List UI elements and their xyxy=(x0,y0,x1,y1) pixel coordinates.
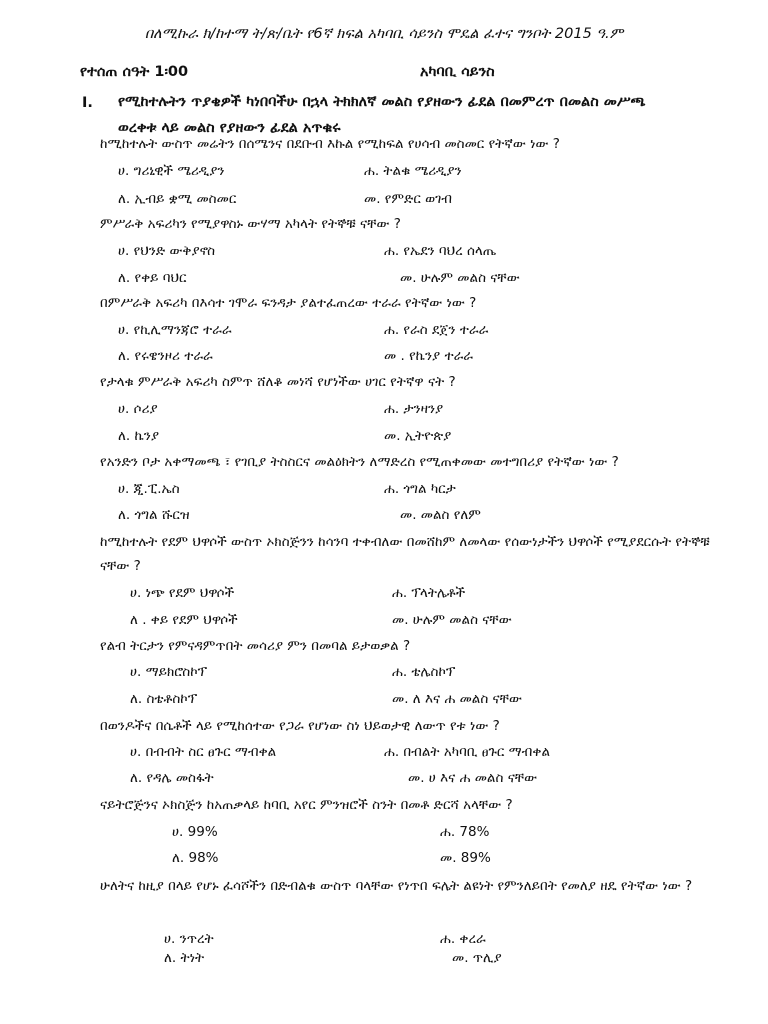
q8-option-b: ለ. የዳሌ መስፋት xyxy=(130,770,214,786)
q7-option-b: ለ. ስቴቶስኮፕ xyxy=(130,691,198,707)
q2-option-d: መ. ሁሉም መልስ ናቸው xyxy=(400,270,520,286)
time-allowed: የተሰጠ ሰዓት 1፡00 xyxy=(80,64,189,80)
question-5: የአንድን ቦታ አቀማመጫ ፣ የገቢያ ትስስርና መልዕክትን ለማድረስ የሚጠቀመው መተግበሪያ የትኛው ነው ? xyxy=(100,454,619,470)
question-3: በምሥራቅ አፍሪካ በእሳተ ገሞራ ፍንዳታ ያልተፈጠረው ተራራ የትኛው ነው ? xyxy=(100,295,477,311)
q9-option-a: ሀ. 99% xyxy=(172,824,218,840)
q10-option-c: ሐ. ቀረራ xyxy=(440,931,486,947)
q8-option-c: ሐ. በብልት አካባቢ ፀጉር ማብቀል xyxy=(384,744,551,760)
q10-option-a: ሀ. ንጥረት xyxy=(164,931,214,947)
question-8: በወንዶችና በሴቶች ላይ የሚከሰተው የጋራ የሆነው ስነ ህይወታዊ ለውጥ የቱ ነው ? xyxy=(100,718,500,734)
q1-option-b: ለ. ኢብይ ቋሚ መስመር xyxy=(118,191,237,207)
question-2: ምሥራቅ አፍሪካን የሚያዋስኑ ውሃማ አካላት የትኞቹ ናቸው ? xyxy=(100,216,401,232)
q6-option-c: ሐ. ፕላትሌቶች xyxy=(392,585,466,601)
exam-header: በለሚኩራ ክ/ከተማ ት/ጽ/ቤት የ6ኛ ክፍል አካባቢ ሳይንስ ሞዴል ፈተና ግንቦት 2015 ዓ.ም xyxy=(144,26,624,42)
q4-option-b: ለ. ኬንያ xyxy=(118,428,160,444)
q7-option-a: ሀ. ማይክሮስኮፕ xyxy=(130,664,208,680)
q4-option-c: ሐ. ታንዛንያ xyxy=(384,401,444,417)
q10-option-d: መ. ጥሊያ xyxy=(452,950,502,966)
q4-option-a: ሀ. ሶሪያ xyxy=(118,401,158,417)
q7-option-d: መ. ለ እና ሐ መልስ ናቸው xyxy=(392,691,522,707)
q9-option-c: ሐ. 78% xyxy=(440,824,490,840)
q1-option-d: መ. የምድር ወገብ xyxy=(364,191,453,207)
q3-option-a: ሀ. የኪሊማንጃሮ ተራራ xyxy=(118,322,232,338)
q2-option-a: ሀ. የህንድ ውቅያኖስ xyxy=(118,243,216,259)
q5-option-d: መ. መልስ የለም xyxy=(400,507,481,523)
q10-option-b: ለ. ትነት xyxy=(164,950,205,966)
q2-option-c: ሐ. የኤደን ባህረ ሰላጤ xyxy=(384,243,497,259)
q5-option-a: ሀ. ጂ.ፒ.ኤስ xyxy=(118,481,180,497)
question-7: የልብ ትርታን የምናዳምጥበት መሳሪያ ምን በመባል ይታወቃል ? xyxy=(100,638,411,654)
q5-option-c: ሐ. ጎግል ካርታ xyxy=(384,481,456,497)
section-numeral: I. xyxy=(82,95,93,111)
q6-option-d: መ. ሁሉም መልስ ናቸው xyxy=(392,612,512,628)
q7-option-c: ሐ. ቴሌስኮፕ xyxy=(392,664,456,680)
q3-option-b: ለ. የሩዌንዞሪ ተራራ xyxy=(118,348,213,364)
question-10: ሁለትና ከዚያ በላይ የሆኑ ፈሳሾችን በድብልቁ ውስጥ ባላቸው የነጥበ ፍሌት ልዩነት የምንለይበት የመለያ ዘዴ የትኛው ነው ? xyxy=(100,878,693,894)
q8-option-d: መ. ሀ እና ሐ መልስ ናቸው xyxy=(408,770,538,786)
q8-option-a: ሀ. በብብት ስር ፀጉር ማብቀል xyxy=(130,744,277,760)
subject-title: አካባቢ ሳይንስ xyxy=(420,64,495,80)
instruction-line-1: የሚከተሉትን ጥያቄዎች ካነበባችሁ በኋላ ትክክለኛ መልስ የያዘውን ፊደል በመምረጥ በመልስ መሥጫ xyxy=(118,94,646,110)
q4-option-d: መ. ኢትዮጵያ xyxy=(384,428,452,444)
q1-option-c: ሐ. ትልቁ ሜሪዲያን xyxy=(364,163,462,179)
q9-option-d: መ. 89% xyxy=(440,850,491,866)
question-6: ከሚከተሉት የደም ህዋሶች ውስጥ ኦክስጅንን ከሳንባ ተቀብለው በመሸከም ለመላው የሰውነታችን ህዋሶች የሚያደርሱት የትኞቹ ናቸው ? xyxy=(100,534,710,574)
q2-option-b: ለ. የቀይ ባህር xyxy=(118,270,187,286)
q5-option-b: ለ. ጎግል ሹርዝ xyxy=(118,507,190,523)
q3-option-c: ሐ. የራስ ደጀን ተራራ xyxy=(384,322,489,338)
q3-option-d: መ . የኬንያ ተራራ xyxy=(384,348,474,364)
instruction-line-2: ወረቀቱ ላይ መልስ የያዘውን ፊደል አጥቁሩ xyxy=(118,120,341,136)
question-4: የታላቁ ምሥራቅ አፍሪካ ስምጥ ሸለቆ መነሻ የሆነችው ሀገር የትኛዋ ናት ? xyxy=(100,374,456,390)
question-9: ናይትሮጅንና ኦክስጅን ከአጠቃላይ ከባቢ አየር ምንዝሮች ስንት በመቶ ድርሻ አላቸው ? xyxy=(100,797,513,813)
q6-option-b: ለ . ቀይ የደም ህዋሶች xyxy=(130,612,238,628)
q1-option-a: ሀ. ግሪኒዊች ሜሪዲያን xyxy=(118,163,225,179)
question-1: ከሚከተሉት ውስጥ መሬትን በሰሜንና በደቡብ እኩል የሚከፍል የሀሳብ መስመር የትኛው ነው ? xyxy=(100,136,560,152)
q6-option-a: ሀ. ነጭ የደም ህዋሶች xyxy=(130,585,235,601)
q9-option-b: ለ. 98% xyxy=(172,850,219,866)
